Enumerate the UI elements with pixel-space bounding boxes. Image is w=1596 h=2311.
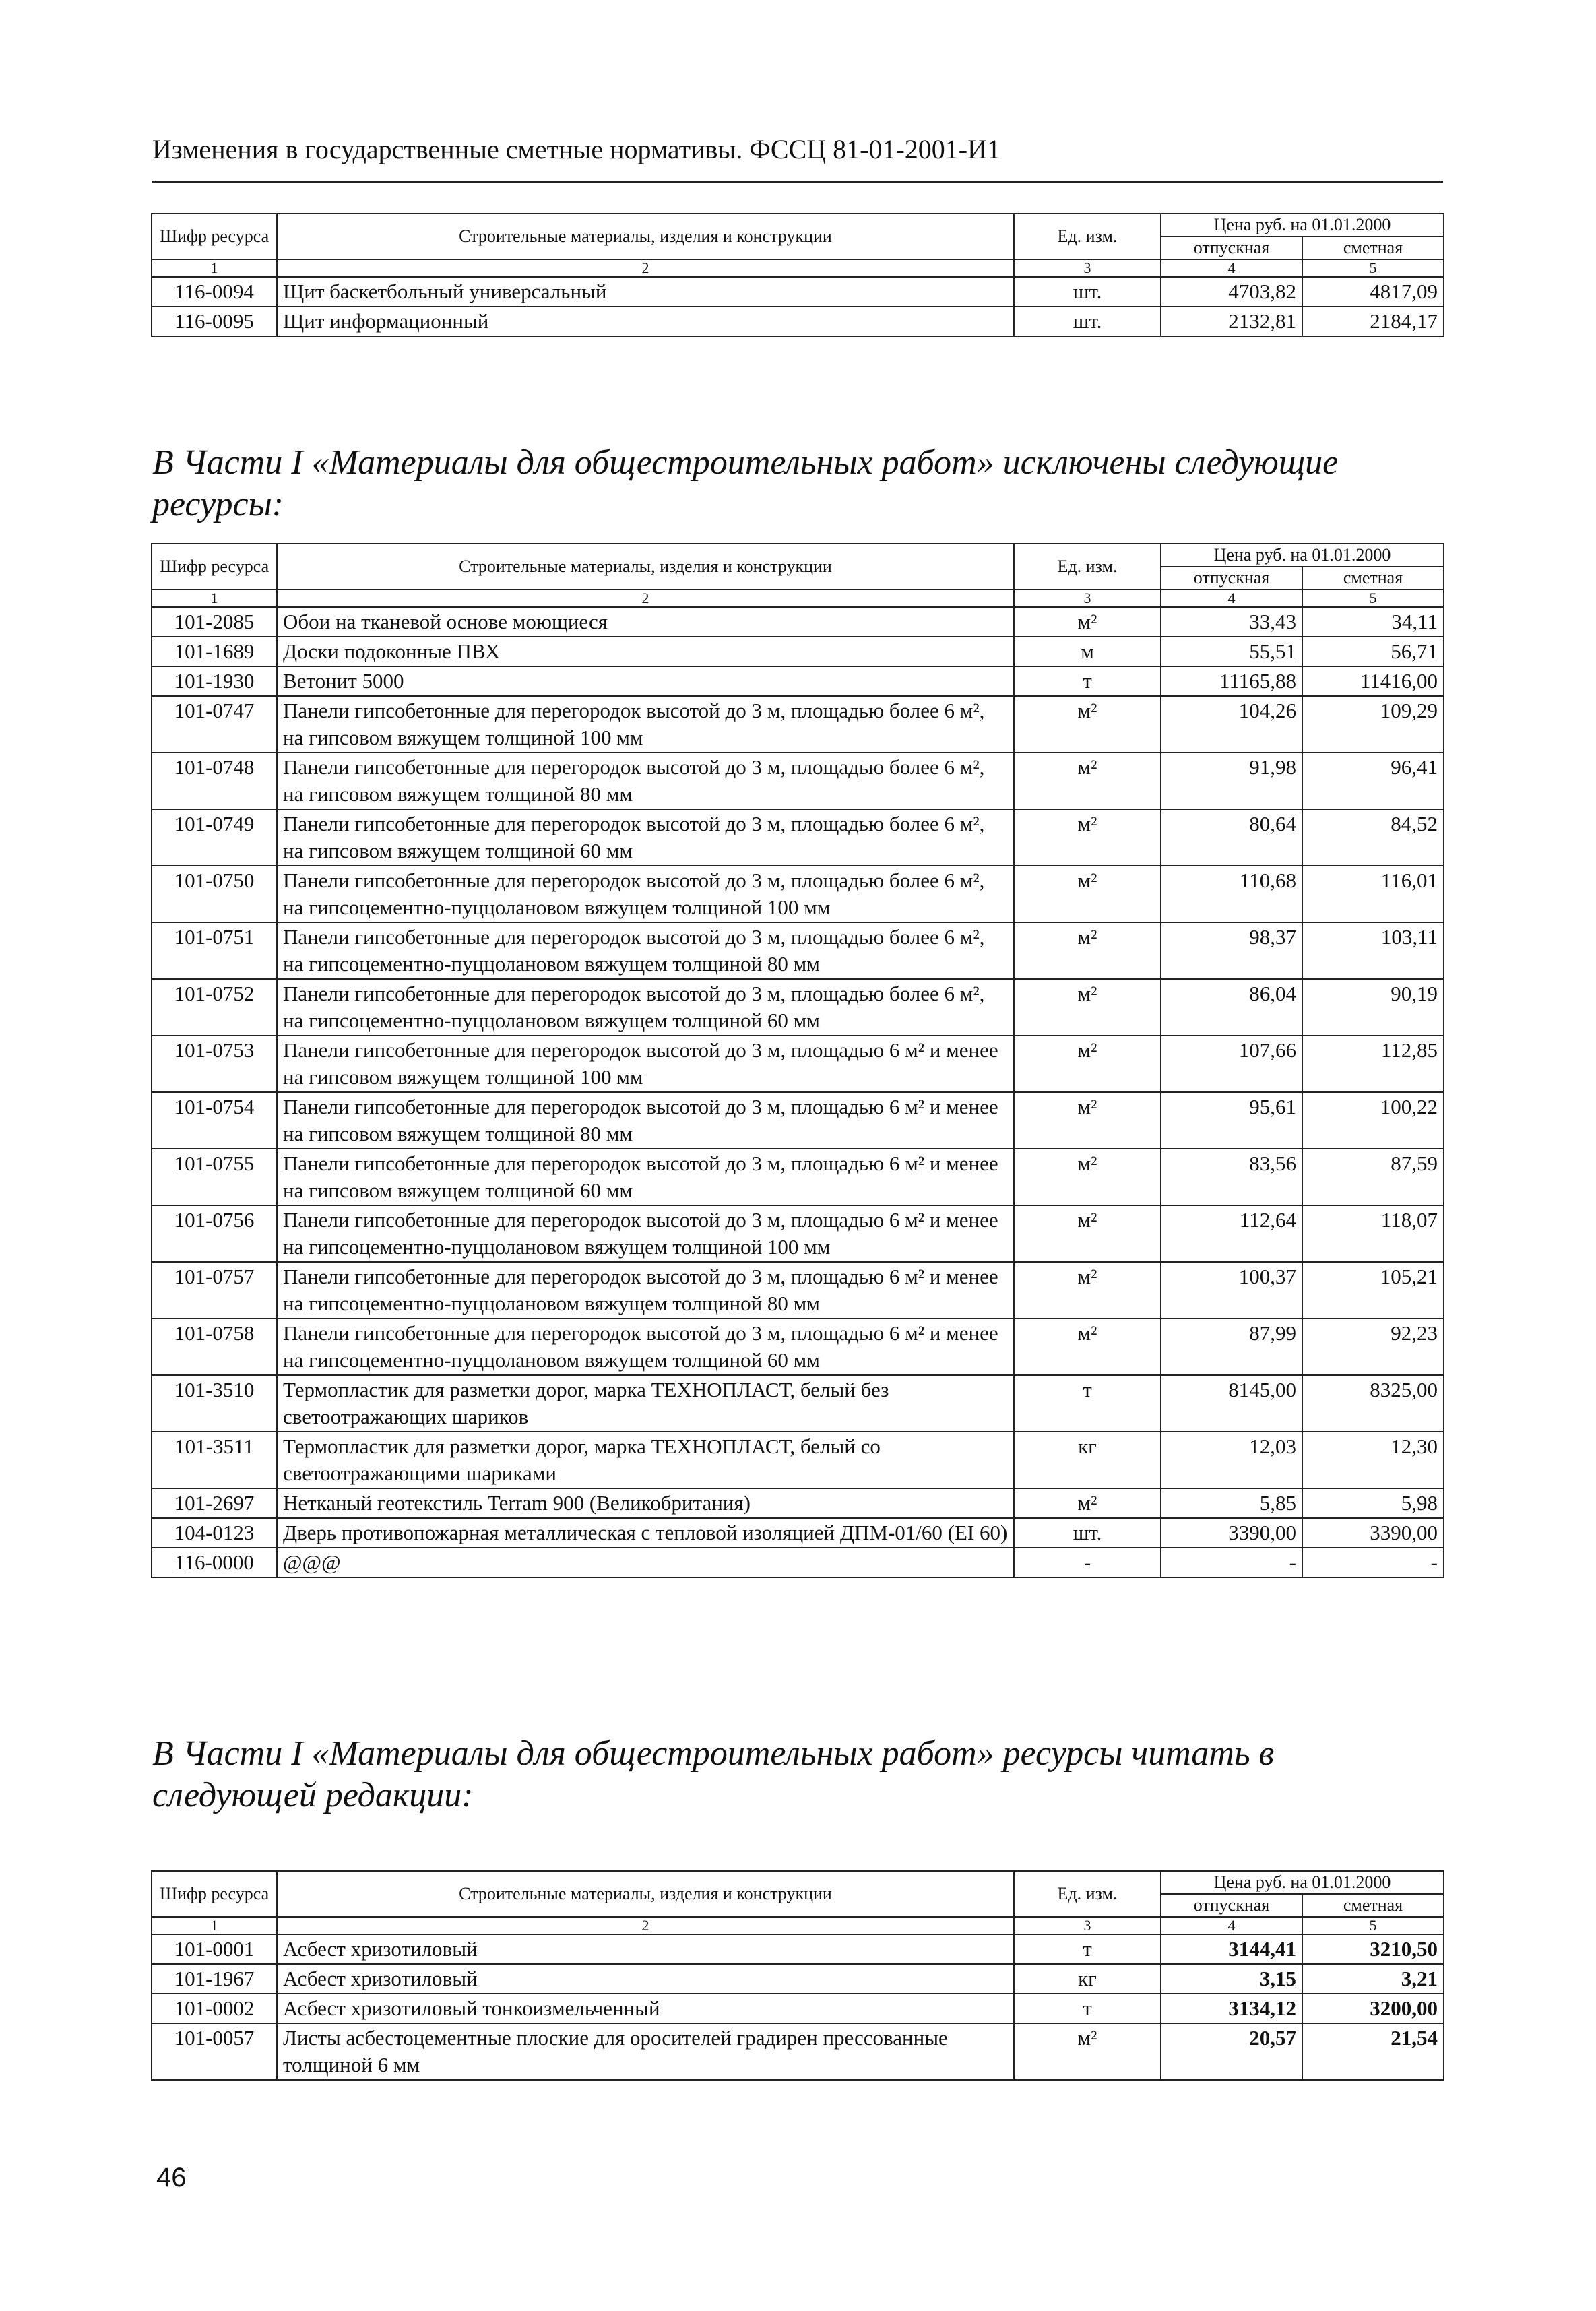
estimate-price: 92,23 <box>1302 1319 1444 1375</box>
resource-name: Листы асбестоцементные плоские для оросителей градирен прессованные толщиной 6 мм <box>277 2023 1014 2080</box>
header-row <box>152 1871 1444 1894</box>
column-header-estimate-price: сметная <box>1302 1894 1444 1917</box>
table-row <box>152 1934 1444 1964</box>
resource-code: 101-2697 <box>152 1488 277 1518</box>
column-header-code: Шифр ресурса <box>152 214 277 259</box>
unit: м² <box>1014 1092 1161 1149</box>
column-header-name: Строительные материалы, изделия и конструкции <box>277 544 1014 590</box>
resource-name: Панели гипсобетонные для перегородок высотой до 3 м, площадью 6 м² и менее на гипсовом вяжущем толщиной 60 мм <box>277 1149 1014 1205</box>
unit: шт. <box>1014 277 1161 307</box>
resource-name: Обои на тканевой основе моющиеся <box>277 607 1014 637</box>
resource-code: 101-0751 <box>152 922 277 979</box>
resource-name: Асбест хризотиловый тонкоизмельченный <box>277 1994 1014 2023</box>
resource-name: Панели гипсобетонные для перегородок высотой до 3 м, площадью более 6 м², на гипсоцементно-пуццолановом вяжущем толщиной 60 мм <box>277 979 1014 1036</box>
header-row <box>152 544 1444 567</box>
excluded-section-heading: В Части I «Материалы для общестроительных работ» исключены следующие ресурсы: <box>152 443 1339 524</box>
estimate-price: 84,52 <box>1302 809 1444 866</box>
release-price: 95,61 <box>1161 1092 1302 1149</box>
column-header-estimate-price: сметная <box>1302 236 1444 259</box>
unit: м² <box>1014 696 1161 753</box>
estimate-price: 5,98 <box>1302 1488 1444 1518</box>
column-header-release-price: отпускная <box>1161 567 1302 590</box>
estimate-price: 87,59 <box>1302 1149 1444 1205</box>
estimate-price: 109,29 <box>1302 696 1444 753</box>
estimate-price: 118,07 <box>1302 1205 1444 1262</box>
release-price: 11165,88 <box>1161 666 1302 696</box>
table-row <box>152 922 1444 979</box>
resource-code: 116-0095 <box>152 307 277 336</box>
release-price: 8145,00 <box>1161 1375 1302 1432</box>
unit: м² <box>1014 809 1161 866</box>
column-header-unit: Ед. изм. <box>1014 544 1161 590</box>
release-price: 104,26 <box>1161 696 1302 753</box>
release-price: 98,37 <box>1161 922 1302 979</box>
column-number-row <box>152 590 1444 607</box>
estimate-price: 116,01 <box>1302 866 1444 922</box>
running-header: Изменения в государственные сметные нормативы. ФССЦ 81-01-2001-И1 <box>152 134 1000 164</box>
estimate-price: 105,21 <box>1302 1262 1444 1319</box>
revised-section-heading: В Части I «Материалы для общестроительных работ» ресурсы читать в следующей редакции: <box>152 1734 1275 1814</box>
revised-resources-table <box>151 1870 1444 2081</box>
resource-name: Панели гипсобетонные для перегородок высотой до 3 м, площадью более 6 м², на гипсовом вяжущем толщиной 80 мм <box>277 753 1014 809</box>
column-number: 3 <box>1014 1917 1161 1934</box>
unit: шт. <box>1014 307 1161 336</box>
resource-code: 101-0756 <box>152 1205 277 1262</box>
estimate-price: 8325,00 <box>1302 1375 1444 1432</box>
column-header-unit: Ед. изм. <box>1014 214 1161 259</box>
resource-name: Ветонит 5000 <box>277 666 1014 696</box>
unit: кг <box>1014 1964 1161 1994</box>
header-row <box>152 214 1444 236</box>
resource-code: 101-1689 <box>152 637 277 666</box>
table-row <box>152 607 1444 637</box>
estimate-price: 3200,00 <box>1302 1994 1444 2023</box>
column-number: 5 <box>1302 259 1444 277</box>
estimate-price: 103,11 <box>1302 922 1444 979</box>
table-row <box>152 1149 1444 1205</box>
resource-name: Термопластик для разметки дорог, марка ТЕХНОПЛАСТ, белый со светоотражающими шариками <box>277 1432 1014 1488</box>
resource-code: 101-0057 <box>152 2023 277 2080</box>
resource-code: 116-0094 <box>152 277 277 307</box>
column-header-release-price: отпускная <box>1161 236 1302 259</box>
resource-code: 101-0001 <box>152 1934 277 1964</box>
unit: м² <box>1014 979 1161 1036</box>
resource-code: 101-0749 <box>152 809 277 866</box>
table-row <box>152 1205 1444 1262</box>
column-header-name: Строительные материалы, изделия и конструкции <box>277 214 1014 259</box>
resource-name: Панели гипсобетонные для перегородок высотой до 3 м, площадью 6 м² и менее на гипсоцементно-пуццолановом вяжущем толщиной 60 мм <box>277 1319 1014 1375</box>
release-price: - <box>1161 1548 1302 1577</box>
estimate-price: 3210,50 <box>1302 1934 1444 1964</box>
resource-name: Панели гипсобетонные для перегородок высотой до 3 м, площадью более 6 м², на гипсовом вяжущем толщиной 100 мм <box>277 696 1014 753</box>
estimate-price: 56,71 <box>1302 637 1444 666</box>
release-price: 5,85 <box>1161 1488 1302 1518</box>
release-price: 3144,41 <box>1161 1934 1302 1964</box>
unit: м² <box>1014 1149 1161 1205</box>
table-row <box>152 1262 1444 1319</box>
column-header-code: Шифр ресурса <box>152 1871 277 1917</box>
resource-code: 101-0747 <box>152 696 277 753</box>
unit: т <box>1014 666 1161 696</box>
resource-name: Нетканый геотекстиль Terram 900 (Великобритания) <box>277 1488 1014 1518</box>
column-number: 1 <box>152 1917 277 1934</box>
resource-code: 101-0757 <box>152 1262 277 1319</box>
table-row <box>152 809 1444 866</box>
table-row <box>152 1964 1444 1994</box>
estimate-price: 100,22 <box>1302 1092 1444 1149</box>
excluded-resources-table <box>151 543 1444 1578</box>
table-row <box>152 277 1444 307</box>
resource-name: Панели гипсобетонные для перегородок высотой до 3 м, площадью более 6 м², на гипсоцементно-пуццолановом вяжущем толщиной 100 мм <box>277 866 1014 922</box>
column-header-estimate-price: сметная <box>1302 567 1444 590</box>
table-row <box>152 696 1444 753</box>
release-price: 86,04 <box>1161 979 1302 1036</box>
resource-name: Асбест хризотиловый <box>277 1934 1014 1964</box>
resource-name: Панели гипсобетонные для перегородок высотой до 3 м, площадью 6 м² и менее на гипсоцементно-пуццолановом вяжущем толщиной 100 мм <box>277 1205 1014 1262</box>
resource-code: 101-0752 <box>152 979 277 1036</box>
release-price: 12,03 <box>1161 1432 1302 1488</box>
resource-name: Термопластик для разметки дорог, марка ТЕХНОПЛАСТ, белый без светоотражающих шариков <box>277 1375 1014 1432</box>
release-price: 87,99 <box>1161 1319 1302 1375</box>
unit: м² <box>1014 2023 1161 2080</box>
resource-code: 101-0755 <box>152 1149 277 1205</box>
release-price: 3,15 <box>1161 1964 1302 1994</box>
column-header-unit: Ед. изм. <box>1014 1871 1161 1917</box>
unit: - <box>1014 1548 1161 1577</box>
table-row <box>152 979 1444 1036</box>
unit: м² <box>1014 1262 1161 1319</box>
resource-code: 101-0753 <box>152 1036 277 1092</box>
changed-resources-table <box>151 213 1444 337</box>
resource-name: Асбест хризотиловый <box>277 1964 1014 1994</box>
resource-code: 101-0002 <box>152 1994 277 2023</box>
column-number: 4 <box>1161 590 1302 607</box>
resource-name: Щит баскетбольный универсальный <box>277 277 1014 307</box>
page-number: 46 <box>156 2163 187 2192</box>
table-row <box>152 637 1444 666</box>
release-price: 20,57 <box>1161 2023 1302 2080</box>
table-row <box>152 753 1444 809</box>
unit: м² <box>1014 1488 1161 1518</box>
release-price: 83,56 <box>1161 1149 1302 1205</box>
unit: м² <box>1014 922 1161 979</box>
resource-code: 101-1930 <box>152 666 277 696</box>
table-row <box>152 1319 1444 1375</box>
column-number: 2 <box>277 259 1014 277</box>
resource-name: Панели гипсобетонные для перегородок высотой до 3 м, площадью 6 м² и менее на гипсоцементно-пуццолановом вяжущем толщиной 80 мм <box>277 1262 1014 1319</box>
table-row <box>152 1518 1444 1548</box>
column-header-release-price: отпускная <box>1161 1894 1302 1917</box>
column-number: 4 <box>1161 1917 1302 1934</box>
release-price: 100,37 <box>1161 1262 1302 1319</box>
table-row <box>152 307 1444 336</box>
unit: м <box>1014 637 1161 666</box>
resource-code: 101-3510 <box>152 1375 277 1432</box>
resource-name: Панели гипсобетонные для перегородок высотой до 3 м, площадью 6 м² и менее на гипсовом вяжущем толщиной 80 мм <box>277 1092 1014 1149</box>
release-price: 55,51 <box>1161 637 1302 666</box>
column-number: 5 <box>1302 590 1444 607</box>
estimate-price: 4817,09 <box>1302 277 1444 307</box>
column-number: 4 <box>1161 259 1302 277</box>
column-header-code: Шифр ресурса <box>152 544 277 590</box>
estimate-price: 3,21 <box>1302 1964 1444 1994</box>
release-price: 33,43 <box>1161 607 1302 637</box>
resource-code: 101-0754 <box>152 1092 277 1149</box>
resource-name: Панели гипсобетонные для перегородок высотой до 3 м, площадью 6 м² и менее на гипсовом вяжущем толщиной 100 мм <box>277 1036 1014 1092</box>
release-price: 110,68 <box>1161 866 1302 922</box>
table-row <box>152 1488 1444 1518</box>
unit: шт. <box>1014 1518 1161 1548</box>
estimate-price: 112,85 <box>1302 1036 1444 1092</box>
release-price: 4703,82 <box>1161 277 1302 307</box>
estimate-price: 90,19 <box>1302 979 1444 1036</box>
column-number: 3 <box>1014 259 1161 277</box>
resource-name: Щит информационный <box>277 307 1014 336</box>
column-number: 3 <box>1014 590 1161 607</box>
column-number: 1 <box>152 259 277 277</box>
resource-code: 116-0000 <box>152 1548 277 1577</box>
resource-name: @@@ <box>277 1548 1014 1577</box>
release-price: 80,64 <box>1161 809 1302 866</box>
column-number: 2 <box>277 590 1014 607</box>
resource-code: 101-1967 <box>152 1964 277 1994</box>
column-number: 1 <box>152 590 277 607</box>
header-rule <box>152 181 1443 183</box>
table-row <box>152 666 1444 696</box>
unit: кг <box>1014 1432 1161 1488</box>
resource-name: Панели гипсобетонные для перегородок высотой до 3 м, площадью более 6 м², на гипсовом вяжущем толщиной 60 мм <box>277 809 1014 866</box>
estimate-price: 34,11 <box>1302 607 1444 637</box>
estimate-price: 96,41 <box>1302 753 1444 809</box>
table-row <box>152 1036 1444 1092</box>
resource-code: 101-2085 <box>152 607 277 637</box>
column-number-row <box>152 259 1444 277</box>
table-row <box>152 1375 1444 1432</box>
column-header-name: Строительные материалы, изделия и конструкции <box>277 1871 1014 1917</box>
unit: т <box>1014 1375 1161 1432</box>
estimate-price: 2184,17 <box>1302 307 1444 336</box>
resource-code: 101-3511 <box>152 1432 277 1488</box>
resource-code: 104-0123 <box>152 1518 277 1548</box>
table-row <box>152 1994 1444 2023</box>
unit: т <box>1014 1934 1161 1964</box>
resource-name: Дверь противопожарная металлическая с тепловой изоляцией ДПМ-01/60 (EI 60) <box>277 1518 1014 1548</box>
unit: т <box>1014 1994 1161 2023</box>
column-header-price: Цена руб. на 01.01.2000 <box>1161 544 1444 567</box>
column-number-row <box>152 1917 1444 1934</box>
estimate-price: 21,54 <box>1302 2023 1444 2080</box>
release-price: 3390,00 <box>1161 1518 1302 1548</box>
resource-code: 101-0758 <box>152 1319 277 1375</box>
unit: м² <box>1014 1036 1161 1092</box>
release-price: 91,98 <box>1161 753 1302 809</box>
table-row <box>152 1548 1444 1577</box>
resource-code: 101-0750 <box>152 866 277 922</box>
column-number: 5 <box>1302 1917 1444 1934</box>
unit: м² <box>1014 1205 1161 1262</box>
resource-code: 101-0748 <box>152 753 277 809</box>
table-row <box>152 866 1444 922</box>
table-row <box>152 1092 1444 1149</box>
unit: м² <box>1014 607 1161 637</box>
release-price: 2132,81 <box>1161 307 1302 336</box>
unit: м² <box>1014 1319 1161 1375</box>
estimate-price: - <box>1302 1548 1444 1577</box>
release-price: 107,66 <box>1161 1036 1302 1092</box>
estimate-price: 11416,00 <box>1302 666 1444 696</box>
column-number: 2 <box>277 1917 1014 1934</box>
release-price: 112,64 <box>1161 1205 1302 1262</box>
release-price: 3134,12 <box>1161 1994 1302 2023</box>
table-row <box>152 1432 1444 1488</box>
unit: м² <box>1014 753 1161 809</box>
estimate-price: 3390,00 <box>1302 1518 1444 1548</box>
unit: м² <box>1014 866 1161 922</box>
estimate-price: 12,30 <box>1302 1432 1444 1488</box>
table-row <box>152 2023 1444 2080</box>
resource-name: Панели гипсобетонные для перегородок высотой до 3 м, площадью более 6 м², на гипсоцементно-пуццолановом вяжущем толщиной 80 мм <box>277 922 1014 979</box>
column-header-price: Цена руб. на 01.01.2000 <box>1161 214 1444 236</box>
column-header-price: Цена руб. на 01.01.2000 <box>1161 1871 1444 1894</box>
resource-name: Доски подоконные ПВХ <box>277 637 1014 666</box>
